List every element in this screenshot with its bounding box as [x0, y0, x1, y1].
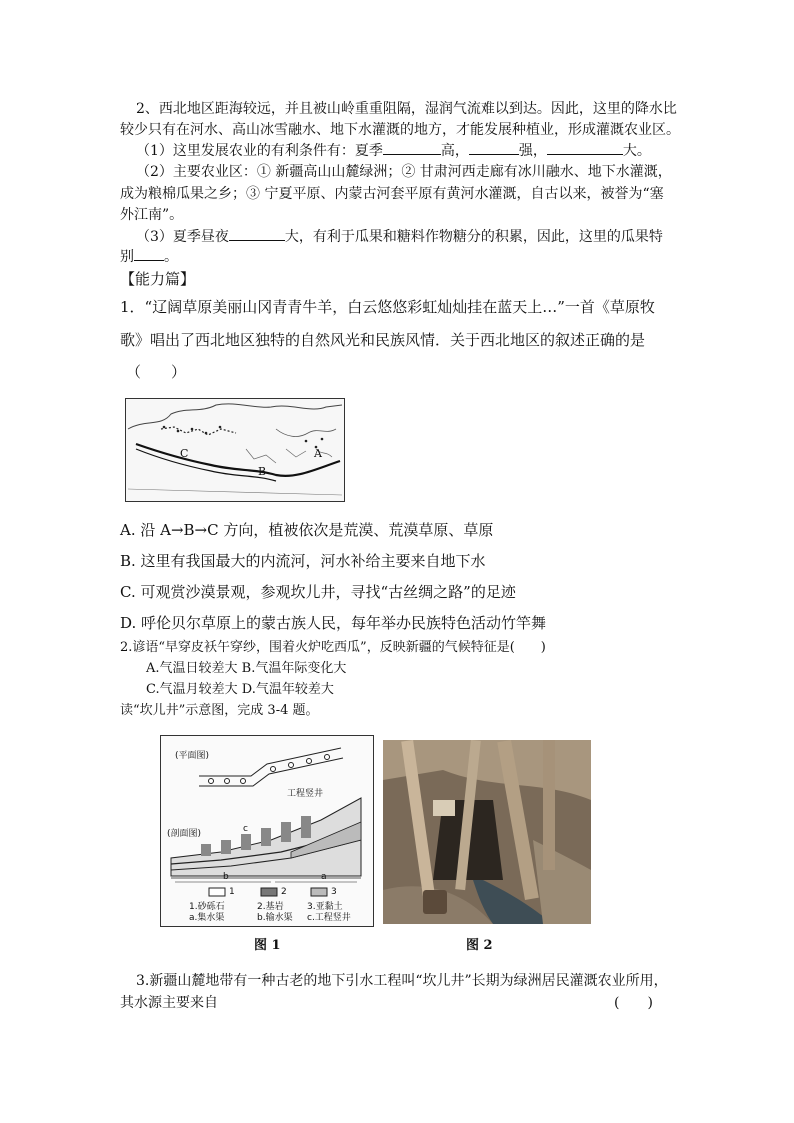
p2-line-3 — [136, 140, 696, 161]
fig1-legend-shaft: c.工程竖井 — [307, 913, 351, 923]
q2-options-cd[interactable]: C.气温月较差大 D.气温年较差大 — [146, 682, 334, 697]
q2-stem: 2.谚语“早穿皮袄午穿纱，围着火炉吃西瓜”，反映新疆的气候特征是( ) — [120, 640, 546, 655]
blank-2[interactable] — [469, 140, 519, 155]
map-label-c: C — [180, 447, 189, 460]
p2-line-2: 较少只有在河水、高山冰雪融水、地下水灌溉的地方，才能发展种植业，形成灌溉农业区。 — [120, 122, 680, 138]
p2-l8-text-b: 。 — [164, 249, 178, 265]
read-instruction: 读“坎儿井”示意图，完成 3-4 题。 — [120, 703, 319, 718]
p2-l7-text-b: 大，有利于瓜果和糖料作物糖分的积累，因此，这里的瓜果特 — [284, 229, 663, 245]
blank-1[interactable] — [383, 140, 441, 155]
figure-2-photo — [383, 740, 591, 924]
p2-line-6: 外江南”。 — [120, 207, 184, 223]
fig1-legend-1: 1 — [229, 887, 235, 897]
fig1-legend-bedrock: 2.基岩 — [257, 902, 284, 912]
fig1-legend-collect: a.集水渠 — [189, 913, 225, 923]
q1-option-d[interactable]: D. 呼伦贝尔草原上的蒙古族人民，每年举办民族特色活动竹竿舞 — [120, 614, 547, 632]
p2-l3-text-b: 高， — [440, 143, 469, 159]
p2-l7-text-a: （3）夏季昼夜 — [136, 229, 229, 245]
map-drawing — [126, 399, 344, 501]
figure-2-caption: 图 2 — [466, 938, 493, 953]
p2-line-8 — [120, 246, 680, 267]
fig1-legend-gravel: 1.砂砾石 — [189, 902, 225, 912]
p2-line-7 — [136, 226, 696, 247]
q3-line-2 — [120, 993, 680, 1013]
figure-1-caption: 图 1 — [254, 938, 281, 953]
p2-l3-text-a: （1）这里发展农业的有利条件有：夏季 — [136, 143, 383, 159]
fig1-legend-2: 2 — [281, 887, 287, 897]
p2-line-5: 成为粮棉瓜果之乡；③ 宁夏平原、内蒙古河套平原有黄河水灌溉，自古以来，被誉为“塞 — [120, 186, 664, 202]
q2-options-ab[interactable]: A.气温日较差大 B.气温年际变化大 — [146, 661, 347, 676]
p2-line-4: （2）主要农业区：① 新疆高山山麓绿洲；② 甘肃河西走廊有冰川融水、地下水灌溉， — [136, 164, 672, 180]
q3-line-2-text: 其水源主要来自 — [120, 995, 218, 1011]
q1-option-b[interactable]: B. 这里有我国最大的内流河，河水补给主要来自地下水 — [120, 552, 486, 570]
fig1-legend-transport: b.输水渠 — [257, 913, 293, 923]
blank-5[interactable] — [134, 246, 164, 261]
blank-4[interactable] — [229, 226, 285, 241]
fig1-legend-clay: 3.亚黏土 — [307, 902, 343, 912]
q1-option-c[interactable]: C. 可观赏沙漠景观，参观坎儿井，寻找“古丝绸之路”的足迹 — [120, 583, 516, 601]
fig1-legend-3: 3 — [331, 887, 337, 897]
northwest-map — [125, 398, 345, 502]
fig1-label-c: c — [243, 824, 248, 834]
p2-line-1: 2、西北地区距海较远，并且被山岭重重阻隔，湿润气流难以到达。因此，这里的降水比 — [136, 101, 677, 117]
p2-l3-text-d: 大。 — [622, 143, 651, 159]
fig1-plan-label: (平面图) — [175, 751, 210, 761]
figure-1-diagram — [160, 735, 374, 927]
q1-line-1: 1．“辽阔草原美丽山冈青青牛羊，白云悠悠彩虹灿灿挂在蓝天上…”一首《草原牧 — [120, 298, 655, 316]
map-label-a: A — [314, 447, 322, 460]
q1-answer-paren[interactable]: （ ） — [126, 363, 187, 381]
q3-answer-paren[interactable]: ( ) — [614, 995, 653, 1011]
kanerjing-photo — [383, 740, 591, 924]
p2-l8-text-a: 别 — [120, 249, 134, 265]
map-label-b: B — [258, 465, 267, 478]
section-title: 【能力篇】 — [120, 270, 196, 288]
fig1-section-label: (剖面图) — [167, 829, 202, 839]
q3-line-1: 3.新疆山麓地带有一种古老的地下引水工程叫“坎儿井”长期为绿洲居民灌溉农业所用， — [136, 973, 668, 989]
q1-line-2: 歌》唱出了西北地区独特的自然风光和民族风情．关于西北地区的叙述正确的是 — [120, 331, 646, 349]
q1-option-a[interactable]: A. 沿 A→B→C 方向，植被依次是荒漠、荒漠草原、草原 — [120, 521, 494, 539]
fig1-label-a: a — [321, 872, 327, 882]
blank-3[interactable] — [547, 140, 623, 155]
fig1-label-b: b — [223, 872, 229, 882]
fig1-shaft-label: 工程竖井 — [287, 789, 324, 799]
p2-l3-text-c: 强， — [518, 143, 547, 159]
